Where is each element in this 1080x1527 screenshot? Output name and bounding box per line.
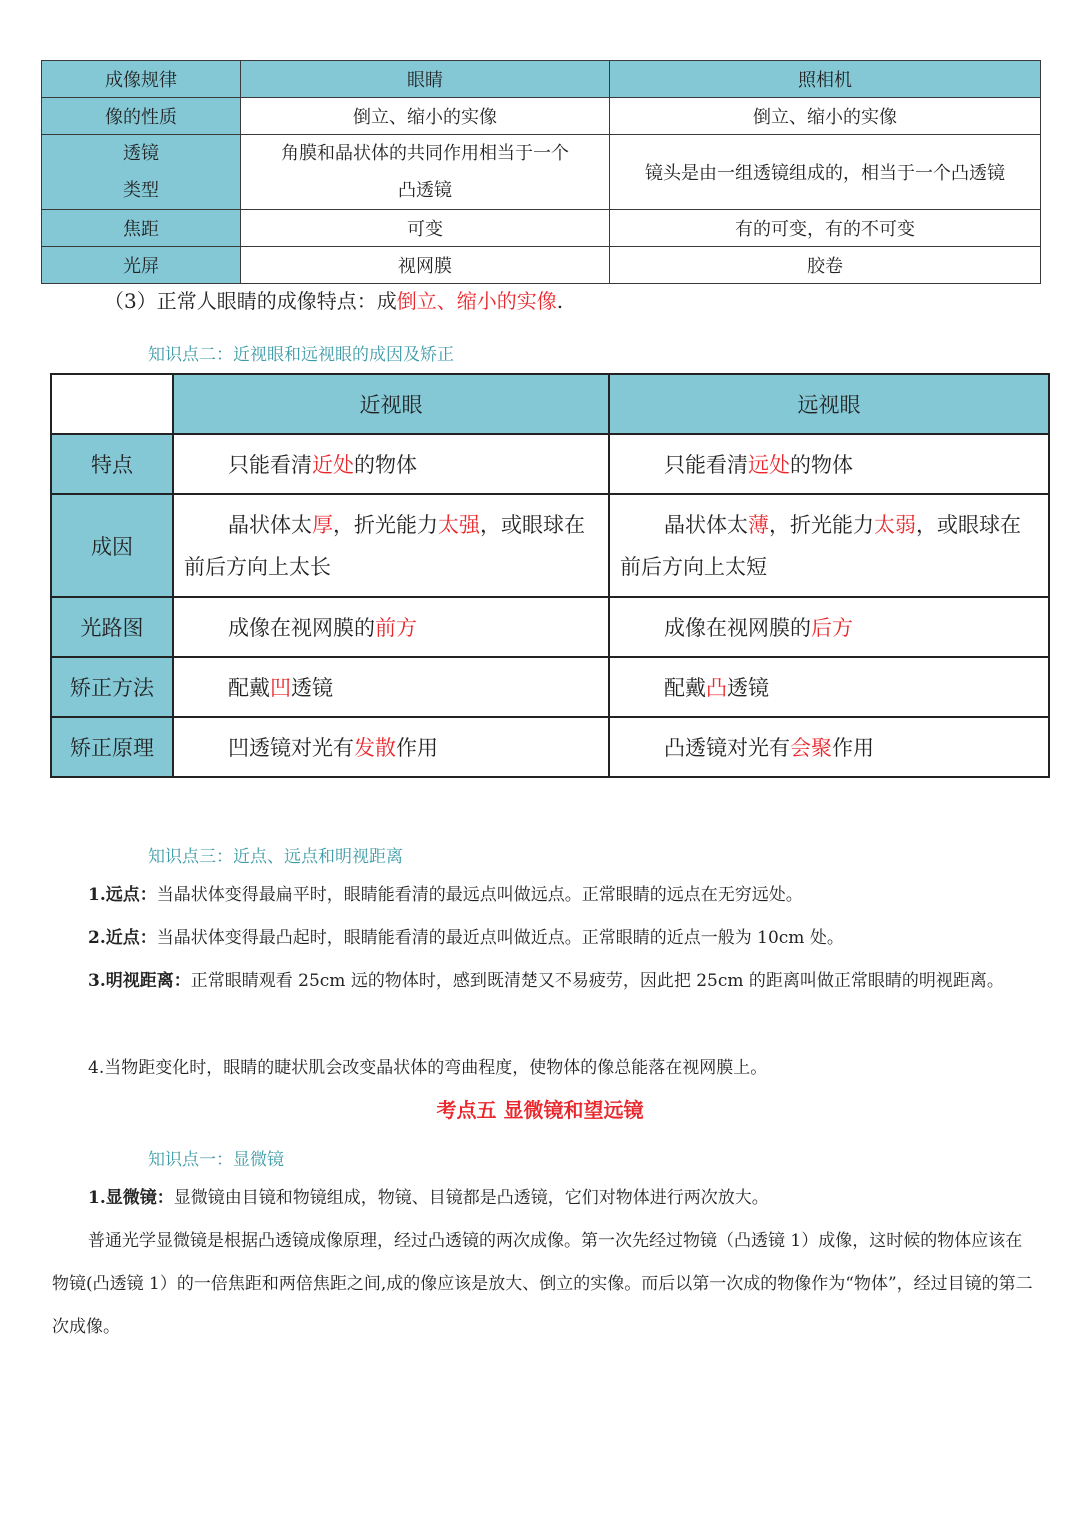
table1-cell: 有的可变，有的不可变 xyxy=(610,210,1041,247)
text: ，或眼球在前后方向上太短 xyxy=(620,512,1021,579)
table1-cell: 视网膜 xyxy=(241,247,610,284)
knowledge-point-2-title: 知识点二：近视眼和远视眼的成因及矫正 xyxy=(148,345,454,365)
table2-cell xyxy=(173,717,609,777)
text: 成像在视网膜的 xyxy=(664,616,811,640)
table1-header-label: 成像规律 xyxy=(42,61,241,98)
table1-row-label: 像的性质 xyxy=(42,98,241,135)
text: ，或眼球在前后方向上太长 xyxy=(184,512,585,579)
highlight-text: 发散 xyxy=(354,736,396,760)
highlight-text: 倒立、缩小的实像 xyxy=(396,289,557,313)
text: （3）正常人眼睛的成像特点：成 xyxy=(104,289,397,313)
table1-row-label: 光屏 xyxy=(42,247,241,284)
text: 的物体 xyxy=(354,453,417,477)
highlight-text: 远处 xyxy=(748,453,790,477)
eye-imaging-feature xyxy=(104,280,1040,323)
table2-row-label: 成因 xyxy=(51,494,173,597)
text: 当晶状体变得最扁平时，眼睛能看清的最远点叫做远点。正常眼睛的远点在无穷远处。 xyxy=(156,885,803,905)
text: 晶状体太 xyxy=(664,512,748,537)
text: 凸透镜对光有 xyxy=(664,736,790,760)
knowledge-point-1-title: 知识点一：显微镜 xyxy=(148,1150,284,1170)
table2-cell xyxy=(609,597,1049,657)
table1-header-eye: 眼睛 xyxy=(241,61,610,98)
text: 配戴 xyxy=(228,676,270,700)
table1-row-label: 焦距 xyxy=(42,210,241,247)
table1-cell: 胶卷 xyxy=(610,247,1041,284)
table1-cell: 倒立、缩小的实像 xyxy=(241,98,610,135)
text: 当晶状体变得最凸起时，眼睛能看清的最近点叫做近点。正常眼睛的近点一般为 10cm 处。 xyxy=(156,928,844,948)
table2-cell xyxy=(173,494,609,597)
microscope-paragraph: 普通光学显微镜是根据凸透镜成像原理，经过凸透镜的两次成像。第一次先经过物镜（凸透镜 1）成像，这时候的物体应该在物镜(凸透镜 1）的一倍焦距和两倍焦距之间,成的像应该是放大、倒立的实像。而后以第一次成的物像作为“物体”，经过目镜的第二次成像。 xyxy=(52,1231,1033,1337)
text: . xyxy=(556,289,564,313)
imaging-comparison-table xyxy=(41,60,1041,284)
myopia-hyperopia-table xyxy=(50,373,1050,778)
highlight-text: 后方 xyxy=(811,616,853,640)
table2-header-near: 近视眼 xyxy=(173,374,609,434)
table1-cell: 可变 xyxy=(241,210,610,247)
table2-header-far: 远视眼 xyxy=(609,374,1049,434)
term: 1.远点： xyxy=(88,885,157,905)
text: 成像在视网膜的 xyxy=(228,616,375,640)
table2-cell xyxy=(609,494,1049,597)
text: ，折光能力 xyxy=(769,512,874,537)
knowledge-point-3-title: 知识点三：近点、远点和明视距离 xyxy=(148,847,403,867)
text: ，折光能力 xyxy=(333,512,438,537)
term: 1.显微镜： xyxy=(88,1188,174,1208)
table2-cell xyxy=(609,657,1049,717)
highlight-text: 厚 xyxy=(312,512,333,537)
text: 晶状体太 xyxy=(228,512,312,537)
table1-cell: 镜头是由一组透镜组成的，相当于一个凸透镜 xyxy=(610,135,1041,210)
text: 透镜 xyxy=(727,676,769,700)
term: 2.近点： xyxy=(88,928,157,948)
highlight-text: 凸 xyxy=(706,676,727,700)
cell-line: 凸透镜 xyxy=(398,180,452,201)
table2-row-label: 矫正原理 xyxy=(51,717,173,777)
kp3-item-distinct-vision xyxy=(52,960,1040,1003)
text: 配戴 xyxy=(664,676,706,700)
label-line: 类型 xyxy=(123,180,159,201)
cell-line: 角膜和晶状体的共同作用相当于一个 xyxy=(281,143,569,164)
text: 只能看清 xyxy=(664,453,748,477)
term: 3.明视距离： xyxy=(88,971,191,991)
text: 的物体 xyxy=(790,453,853,477)
text: 作用 xyxy=(832,736,874,760)
text: 凹透镜对光有 xyxy=(228,736,354,760)
table1-header-camera: 照相机 xyxy=(610,61,1041,98)
kp3-item-far-point xyxy=(40,874,1040,917)
table2-row-label: 光路图 xyxy=(51,597,173,657)
table2-cell xyxy=(173,434,609,494)
section-5-title: 考点五 显微镜和望远镜 xyxy=(436,1098,644,1122)
highlight-text: 薄 xyxy=(748,512,769,537)
text: 显微镜由目镜和物镜组成，物镜、目镜都是凸透镜，它们对物体进行两次放大。 xyxy=(173,1188,769,1208)
table2-row-label: 特点 xyxy=(51,434,173,494)
table1-cell: 倒立、缩小的实像 xyxy=(610,98,1041,135)
table2-cell xyxy=(173,657,609,717)
table2-corner xyxy=(51,374,173,434)
microscope-definition xyxy=(40,1177,1040,1220)
highlight-text: 前方 xyxy=(375,616,417,640)
kp3-item-accommodation xyxy=(40,1047,1040,1090)
highlight-text: 太强 xyxy=(438,512,480,537)
table2-cell xyxy=(609,717,1049,777)
table1-cell xyxy=(241,135,610,210)
table2-cell xyxy=(173,597,609,657)
table1-row-label xyxy=(42,135,241,210)
text: 正常眼睛观看 25cm 远的物体时，感到既清楚又不易疲劳，因此把 25cm 的距离叫做正常眼睛的明视距离。 xyxy=(190,971,1004,991)
text: 透镜 xyxy=(291,676,333,700)
text: 只能看清 xyxy=(228,453,312,477)
kp3-item-near-point xyxy=(40,917,1040,960)
highlight-text: 太弱 xyxy=(874,512,916,537)
text: 作用 xyxy=(396,736,438,760)
highlight-text: 近处 xyxy=(312,453,354,477)
table2-row-label: 矫正方法 xyxy=(51,657,173,717)
table2-cell xyxy=(609,434,1049,494)
label-line: 透镜 xyxy=(123,143,159,164)
text: 4.当物距变化时，眼睛的睫状肌会改变晶状体的弯曲程度，使物体的像总能落在视网膜上。 xyxy=(88,1058,768,1078)
highlight-text: 会聚 xyxy=(790,736,832,760)
highlight-text: 凹 xyxy=(270,676,291,700)
